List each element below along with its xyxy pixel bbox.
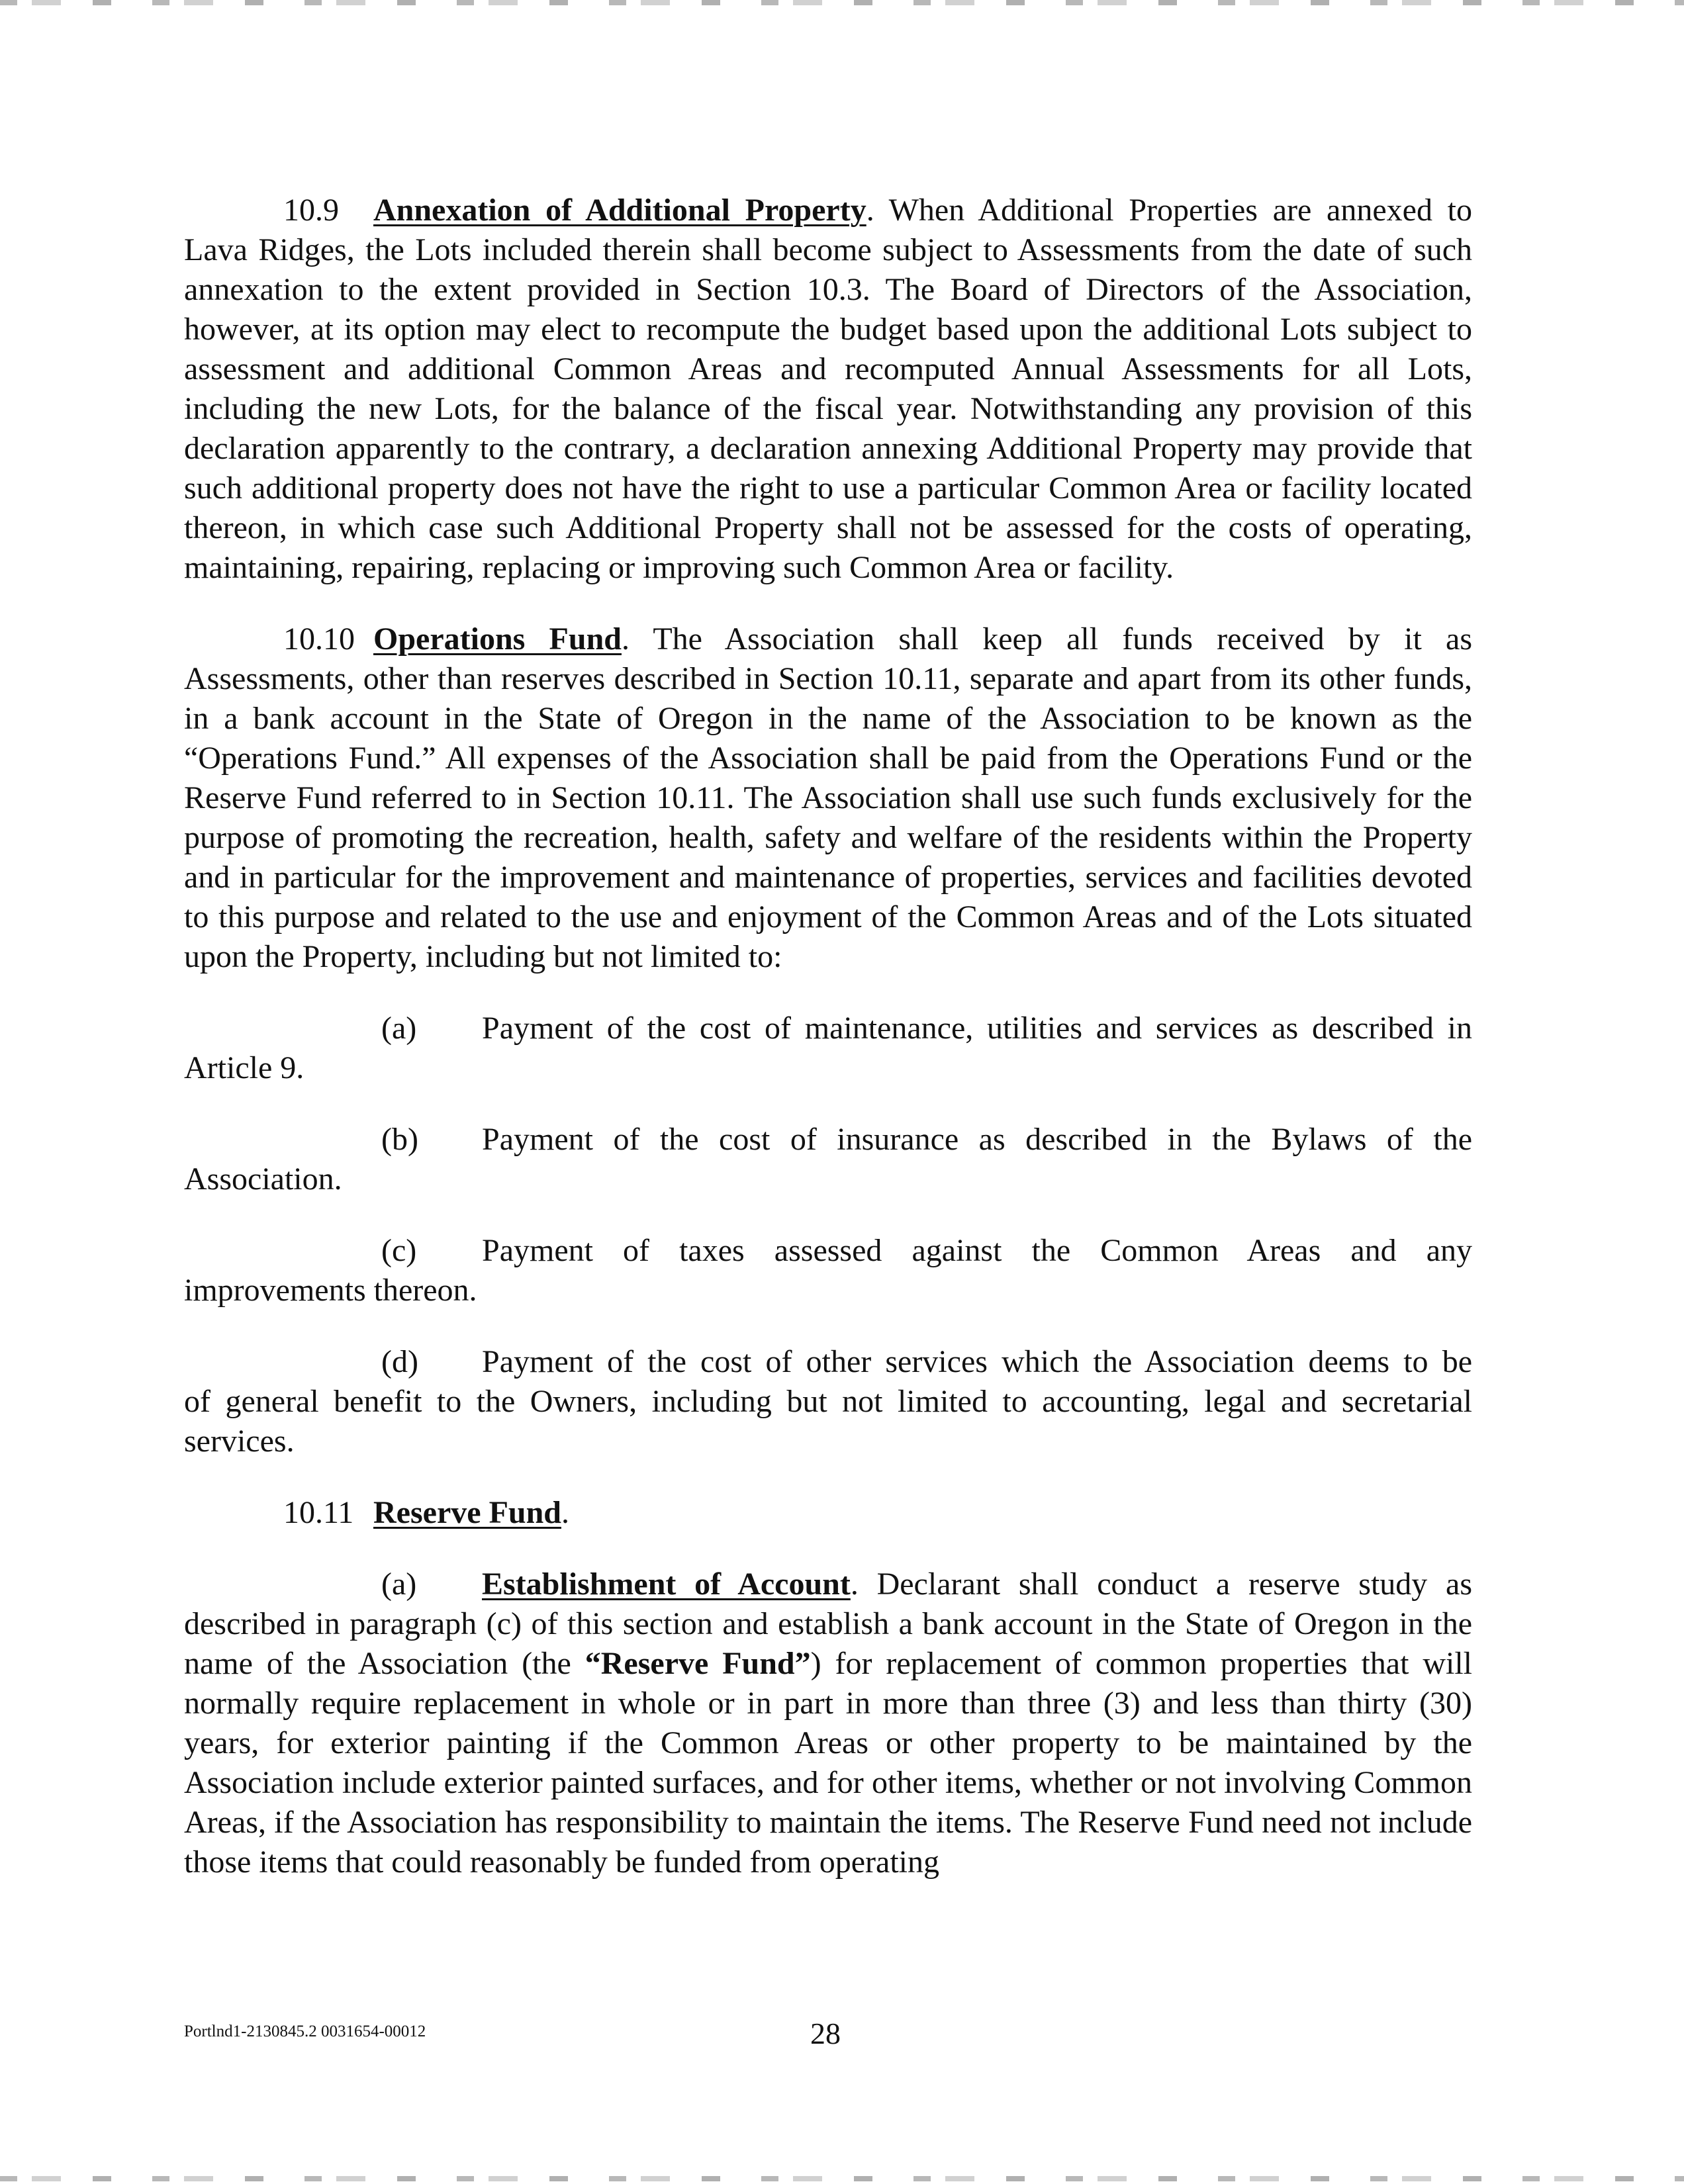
list-item-b <box>184 1120 1472 1199</box>
list-item-text: Payment of the cost of other services which the Association deems to be <box>482 1344 1472 1379</box>
list-item-a <box>184 1009 1472 1088</box>
subsection-body-part2: ) for replacement of common properties that will normally require replacement in whole or in part in more than three (3) and less than thirty (30) years, for exterior painting if the Common Areas or other property to be maintained by the Association include exterior painted surfaces, and for other items, whether or not involving Common Areas, if the Association has responsibility to maintain the items. The Reserve Fund need not include those items that could reasonably be funded from operating <box>184 1646 1473 1880</box>
list-marker: (a) <box>381 1567 417 1602</box>
list-marker: (c) <box>381 1233 417 1268</box>
heading-suffix: . <box>561 1495 569 1530</box>
list-item-continuation: improvements thereon. <box>184 1273 477 1308</box>
list-item-continuation: Article 9. <box>184 1050 304 1085</box>
list-item-text: Payment of the cost of insurance as described in the Bylaws of the <box>482 1122 1472 1157</box>
section-10-9-paragraph <box>184 191 1472 588</box>
section-10-11-a-paragraph <box>184 1565 1472 1882</box>
section-number: 10.9 <box>283 193 339 228</box>
list-item-continuation: of general benefit to the Owners, including but not limited to accounting, legal and secretarial services. <box>184 1384 1472 1459</box>
section-body: . When Additional Properties are annexed to Lava Ridges, the Lots included therein shall become subject to Assessments from the date of such annexation to the extent provided in Section 10.3. The Board of Directors of the Association, however, at its option may elect to recompute the budget based upon the additional Lots subject to assessment and additional Common Areas and recomputed Annual Assessments for all Lots, including the new Lots, for the balance of the fiscal year. Notwithstanding any provision of this declaration apparently to the contrary, a declaration annexing Additional Property may provide that such additional property does not have the right to use a particular Common Area or facility located thereon, in which case such Additional Property shall not be assessed for the costs of operating, maintaining, repairing, replacing or improving such Common Area or facility. <box>184 193 1473 585</box>
list-marker: (b) <box>381 1122 418 1157</box>
section-heading: Annexation of Additional Property <box>373 193 866 228</box>
section-heading: Reserve Fund <box>373 1495 561 1530</box>
defined-term: “Reserve Fund” <box>585 1646 811 1681</box>
list-item-continuation: Association. <box>184 1161 342 1197</box>
section-10-10-paragraph <box>184 619 1472 977</box>
section-body: . The Association shall keep all funds received by it as Assessments, other than reserves described in Section 10.11, separate and apart from its other funds, in a bank account in the State of Oregon in the name of the Association to be known as the “Operations Fund.” All expenses of the Association shall be paid from the Operations Fund or the Reserve Fund referred to in Section 10.11. The Association shall use such funds exclusively for the purpose of promoting the recreation, health, safety and welfare of the residents within the Property and in particular for the improvement and maintenance of properties, services and facilities devoted to this purpose and related to the use and enjoyment of the Common Areas and of the Lots situated upon the Property, including but not limited to: <box>184 621 1472 974</box>
subsection-body-part1: . Declarant shall conduct a reserve study as described in paragraph (c) of this section and establish a bank account in the State of Oregon in the name of the Association (the <box>184 1567 1472 1681</box>
document-id: Portlnd1-2130845.2 0031654-00012 <box>184 2023 426 2040</box>
list-marker: (a) <box>381 1011 417 1046</box>
section-number: 10.10 <box>283 621 355 657</box>
section-heading: Operations Fund <box>373 621 622 657</box>
document-page <box>184 191 1472 1882</box>
page-number: 28 <box>810 2017 841 2050</box>
list-item-d <box>184 1342 1472 1461</box>
page-footer <box>184 2016 1472 2049</box>
list-item-c <box>184 1231 1472 1310</box>
subsection-heading: Establishment of Account <box>482 1567 851 1602</box>
list-marker: (d) <box>381 1344 418 1379</box>
section-number: 10.11 <box>283 1495 354 1530</box>
scan-artifact-bottom <box>0 2176 1684 2181</box>
section-10-11-heading <box>184 1493 1472 1533</box>
list-item-text: Payment of taxes assessed against the Common Areas and any <box>482 1233 1472 1268</box>
scan-artifact-top <box>0 0 1684 5</box>
list-item-text: Payment of the cost of maintenance, utilities and services as described in <box>482 1011 1472 1046</box>
